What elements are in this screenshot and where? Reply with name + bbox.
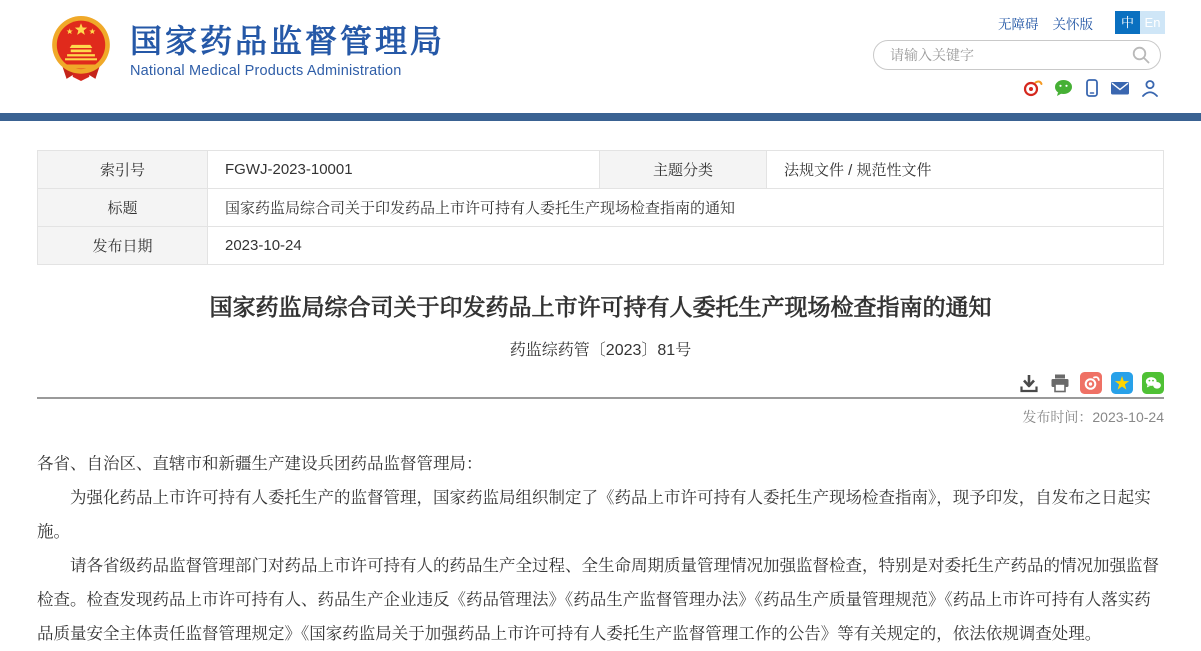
download-icon[interactable] <box>1018 372 1040 394</box>
title-divider <box>37 397 1164 399</box>
site-title-en: National Medical Products Administration <box>130 63 402 79</box>
lang-toggle-zh[interactable]: 中 <box>1115 11 1140 34</box>
meta-date-value: 2023-10-24 <box>208 227 1164 265</box>
document-meta-table <box>37 150 1164 265</box>
accessibility-link[interactable]: 无障碍 <box>998 16 1039 32</box>
publish-time-label: 发布时间： <box>1022 409 1093 425</box>
doc-number: 药监综药管〔2023〕81号 <box>509 342 692 359</box>
top-utility-links <box>998 11 1165 34</box>
mobile-icon[interactable] <box>1085 79 1099 97</box>
site-titles <box>130 22 445 79</box>
print-icon[interactable] <box>1049 372 1071 394</box>
share-qzone-icon[interactable] <box>1111 372 1133 394</box>
publish-time-value: 2023-10-24 <box>1092 409 1164 425</box>
social-quick-icons <box>1022 79 1159 97</box>
weibo-icon[interactable] <box>1022 79 1043 97</box>
language-toggle <box>1115 11 1165 34</box>
meta-title-label: 标题 <box>38 189 208 227</box>
article-page <box>0 150 1201 651</box>
meta-topic-value: 法规文件 / 规范性文件 <box>767 151 1164 189</box>
share-weibo-icon[interactable] <box>1080 372 1102 394</box>
paragraph: 为强化药品上市许可持有人委托生产的监督管理，国家药监局组织制定了《药品上市许可持有人委托生产现场检查指南》，现予印发，自发布之日起实施。 <box>37 489 1151 541</box>
article-action-bar <box>37 372 1164 394</box>
table-row <box>38 189 1164 227</box>
site-title-cn: 国家药品监督管理局 <box>130 23 446 59</box>
wechat-icon[interactable] <box>1054 79 1074 97</box>
meta-date-label: 发布日期 <box>38 227 208 265</box>
care-version-link[interactable]: 关怀版 <box>1052 16 1093 32</box>
article-title: 国家药监局综合司关于印发药品上市许可持有人委托生产现场检查指南的通知 <box>209 294 992 320</box>
article-body <box>37 447 1164 651</box>
share-wechat-icon[interactable] <box>1142 372 1164 394</box>
user-icon[interactable] <box>1141 79 1159 97</box>
paragraph-salutation: 各省、自治区、直辖市和新疆生产建设兵团药品监督管理局： <box>37 455 483 473</box>
meta-index-label: 索引号 <box>38 151 208 189</box>
site-header <box>0 0 1201 113</box>
header-divider-band <box>0 113 1201 121</box>
search-icon[interactable] <box>1132 46 1150 64</box>
meta-index-value: FGWJ-2023-10001 <box>208 151 600 189</box>
meta-topic-label: 主题分类 <box>600 151 767 189</box>
search-input[interactable] <box>890 47 1132 63</box>
publish-time <box>37 407 1164 427</box>
search-box[interactable] <box>873 40 1161 70</box>
table-row <box>38 151 1164 189</box>
lang-toggle-en[interactable]: En <box>1140 11 1165 34</box>
table-row <box>38 227 1164 265</box>
paragraph: 请各省级药品监督管理部门对药品上市许可持有人的药品生产全过程、全生命周期质量管理情况加强监督检查，特别是对委托生产药品的情况加强监督检查。检查发现药品上市许可持有人、药品生产企业违反《药品管理法》《药品生产监督管理办法》《药品生产质量管理规范》《药品上市许可持有人落实药品质量安全主体责任监督管理规定》《国家药监局关于加强药品上市许可持有人委托生产监督管理工作的公告》等有关规定的，依法依规调查处理。 <box>37 557 1159 643</box>
national-emblem-logo <box>50 15 112 83</box>
meta-title-value: 国家药监局综合司关于印发药品上市许可持有人委托生产现场检查指南的通知 <box>208 189 1164 227</box>
mail-icon[interactable] <box>1110 79 1130 97</box>
